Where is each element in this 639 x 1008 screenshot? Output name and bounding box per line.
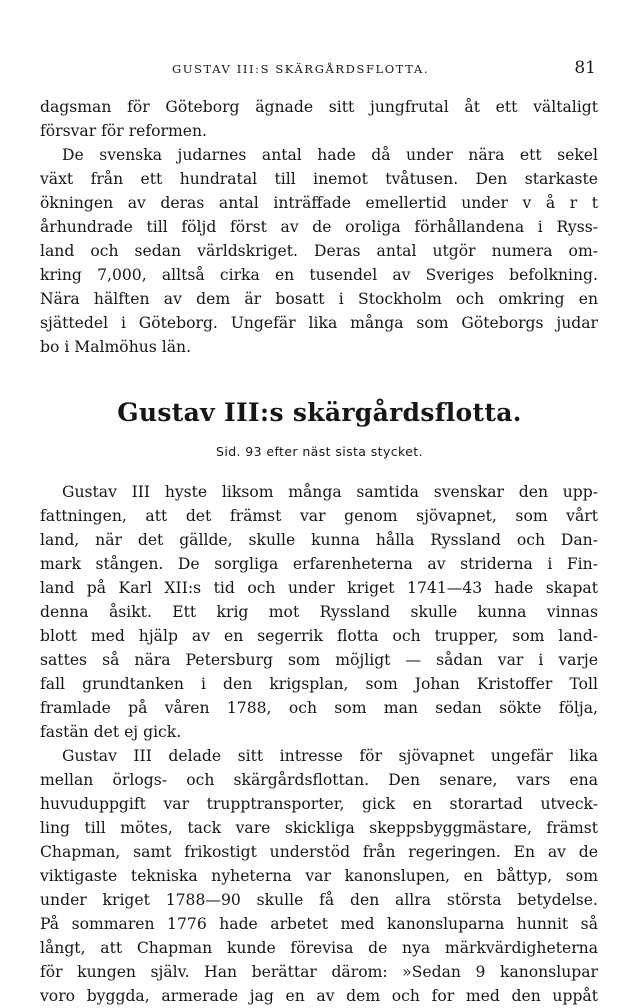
text-line: denna åsikt. Ett krig mot Ryssland skulle kunna vinnas: [40, 603, 598, 621]
running-head: [40, 58, 598, 82]
page-number: 81: [574, 58, 596, 78]
text-line: land, när det gällde, skulle kunna hålla Ryssland och Dan-: [40, 531, 598, 549]
text-line: kring 7,000, alltså cirka en tusendel av Sveriges befolkning.: [40, 266, 598, 284]
text-line: långt, att Chapman kunde förevisa de nya märkvärdigheterna: [40, 939, 598, 957]
running-title: GUSTAV III:S SKÄRGÅRDSFLOTTA.: [172, 62, 430, 76]
text-line: för kungen själv. Han berättar därom: »Sedan 9 kanonslupar: [40, 963, 598, 981]
text-line: ökningen av deras antal inträffade emellertid under v å r t: [40, 194, 598, 212]
text-line: De svenska judarnes antal hade då under nära ett sekel: [62, 146, 598, 164]
text-line: försvar för reformen.: [40, 122, 208, 140]
text-line: fastän det ej gick.: [40, 723, 182, 741]
text-line: bo i Malmöhus län.: [40, 338, 192, 356]
text-line: fall grundtanken i den krigsplan, som Johan Kristoffer Toll: [40, 675, 598, 693]
text-line: ling till mötes, tack vare skickliga skeppsbyggmästare, främst: [40, 819, 598, 837]
text-line: Chapman, samt frikostigt understöd från regeringen. En av de: [40, 843, 598, 861]
text-line: århundrade till följd först av de oroliga förhållandena i Ryss-: [40, 218, 598, 236]
text-line: mark stången. De sorgliga erfarenheterna av striderna i Fin-: [40, 555, 598, 573]
section-subheading: Sid. 93 efter näst sista stycket.: [216, 444, 423, 459]
text-line: Nära hälften av dem är bosatt i Stockholm och omkring en: [40, 290, 598, 308]
text-line: land på Karl XII:s tid och under kriget 1741—43 hade skapat: [40, 579, 598, 597]
text-line: fattningen, att det främst var genom sjövapnet, som vårt: [40, 507, 598, 525]
text-line: Gustav III hyste liksom många samtida svenskar den upp-: [62, 483, 598, 501]
text-line: framlade på våren 1788, och som man sedan sökte följa,: [40, 699, 598, 717]
text-line: viktigaste tekniska nyheterna var kanonslupen, en båttyp, som: [40, 867, 598, 885]
text-line: dagsman för Göteborg ägnade sitt jungfrutal åt ett vältaligt: [40, 98, 598, 116]
text-line: blott med hjälp av en segerrik flotta och trupper, som land-: [40, 627, 598, 645]
text-line: mellan örlogs- och skärgårdsflottan. Den senare, vars ena: [40, 771, 598, 789]
text-line: huvuduppgift var trupptransporter, gick en storartad utveck-: [40, 795, 598, 813]
text-line: land och sedan världskriget. Deras antal utgör numera om-: [40, 242, 598, 260]
section-heading: Gustav III:s skärgårdsflotta.: [117, 398, 522, 427]
text-line: voro byggda, armerade jag en av dem och for med den uppåt: [40, 987, 598, 1005]
text-line: sattes så nära Petersburg som möjligt — sådan var i varje: [40, 651, 598, 669]
text-line: Gustav III delade sitt intresse för sjövapnet ungefär lika: [62, 747, 598, 765]
text-line: På sommaren 1776 hade arbetet med kanonsluparna hunnit så: [40, 915, 598, 933]
text-line: under kriget 1788—90 skulle få den allra största betydelse.: [40, 891, 598, 909]
text-line: växt från ett hundratal till inemot tvåtusen. Den starkaste: [40, 170, 598, 188]
text-line: sjättedel i Göteborg. Ungefär lika många som Göteborgs judar: [40, 314, 598, 332]
